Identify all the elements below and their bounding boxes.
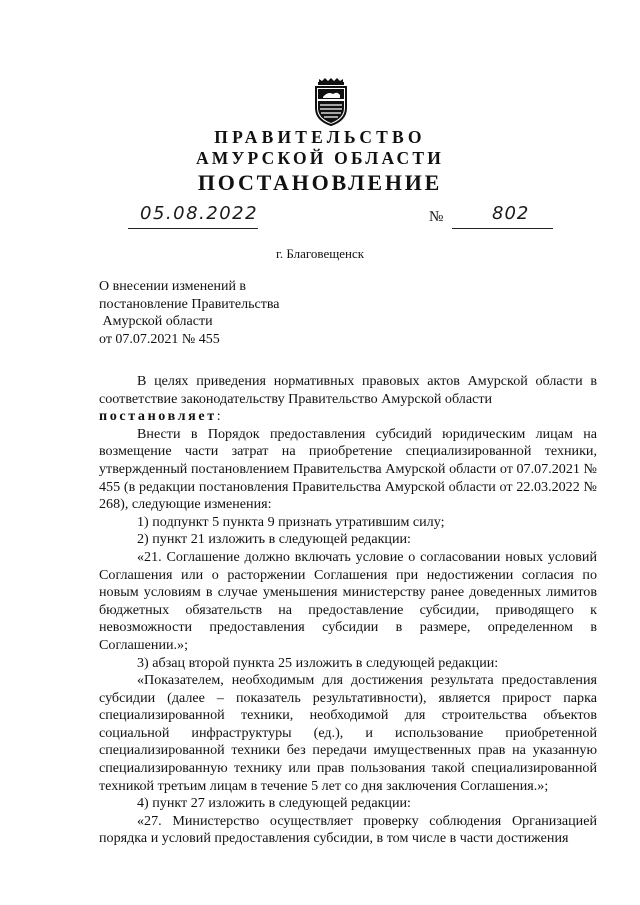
document-title (99, 278, 279, 348)
body-paragraph: «Показателем, необходимым для достижения результата предоставления субсидии (далее – показатель результативности), является прирост парка специализированной техники, необходимой для строительства объектов социальной инфраструктуры (ед.), и использование приобретенной специализированной техники без передачи имущественных прав на указанную специализированную технику или прав пользования такой специализированной техникой третьим лицам в течение 5 лет со дня заключения Соглашения.»; (99, 672, 597, 794)
decree-line (99, 408, 597, 426)
body-paragraph: 1) подпункт 5 пункта 9 признать утратившим силу; (137, 513, 445, 530)
number-handwritten: 802 (492, 203, 530, 224)
body-paragraph: 3) абзац второй пункта 25 изложить в следующей редакции: (137, 654, 499, 671)
city-line: г. Благовещенск (275, 246, 365, 261)
intro-paragraph: В целях приведения нормативных правовых актов Амурской области в соответствие законодательству Правительство Амурской области (99, 373, 597, 407)
coat-of-arms-emblem-icon (311, 78, 351, 126)
title-line: О внесении изменений в (99, 279, 247, 294)
body-paragraph: «27. Министерство осуществляет проверку соблюдения Организацией порядка и условий предоставления субсидии, в том числе в части достижения (99, 812, 597, 847)
body-paragraph: 2) пункт 21 изложить в следующей редакции: (137, 531, 411, 548)
number-field (452, 202, 553, 229)
date-field (128, 202, 258, 229)
body-paragraph: 4) пункт 27 изложить в следующей редакции: (137, 795, 411, 812)
region-heading: АМУРСКОЙ ОБЛАСТИ (195, 148, 445, 168)
body-paragraph: «21. Соглашение должно включать условие о согласовании новых условий Соглашения или о расторжении Соглашения при недостижении согласия по новым условиям в случае уменьшения министерству ранее доведенных лимитов бюджетных обязательств на предоставление субсидии, приводящего к невозможности предоставления субсидии в размере, определенном в Соглашении.»; (99, 548, 597, 653)
decree-word: постановляет (99, 408, 217, 425)
document-type-heading: ПОСТАНОВЛЕНИЕ (197, 170, 443, 195)
body-paragraph: Внести в Порядок предоставления субсидий юридическим лицам на возмещение части затрат на приобретение специализированной техники, утвержденный постановлением Правительства Амурской области от 07.07.2021 № 455 (в редакции постановления Правительства Амурской области от 22.03.2022 № 268), следующие изменения: (99, 425, 597, 513)
number-label: № (429, 209, 444, 225)
title-line: постановление Правительства (99, 296, 280, 312)
government-heading: ПРАВИТЕЛЬСТВО (214, 127, 426, 147)
document-body (99, 373, 597, 848)
date-handwritten: 05.08.2022 (140, 203, 259, 224)
title-line: Амурской области (99, 314, 213, 329)
title-line: от 07.07.2021 № 455 (99, 331, 220, 347)
decree-colon: : (216, 408, 221, 425)
